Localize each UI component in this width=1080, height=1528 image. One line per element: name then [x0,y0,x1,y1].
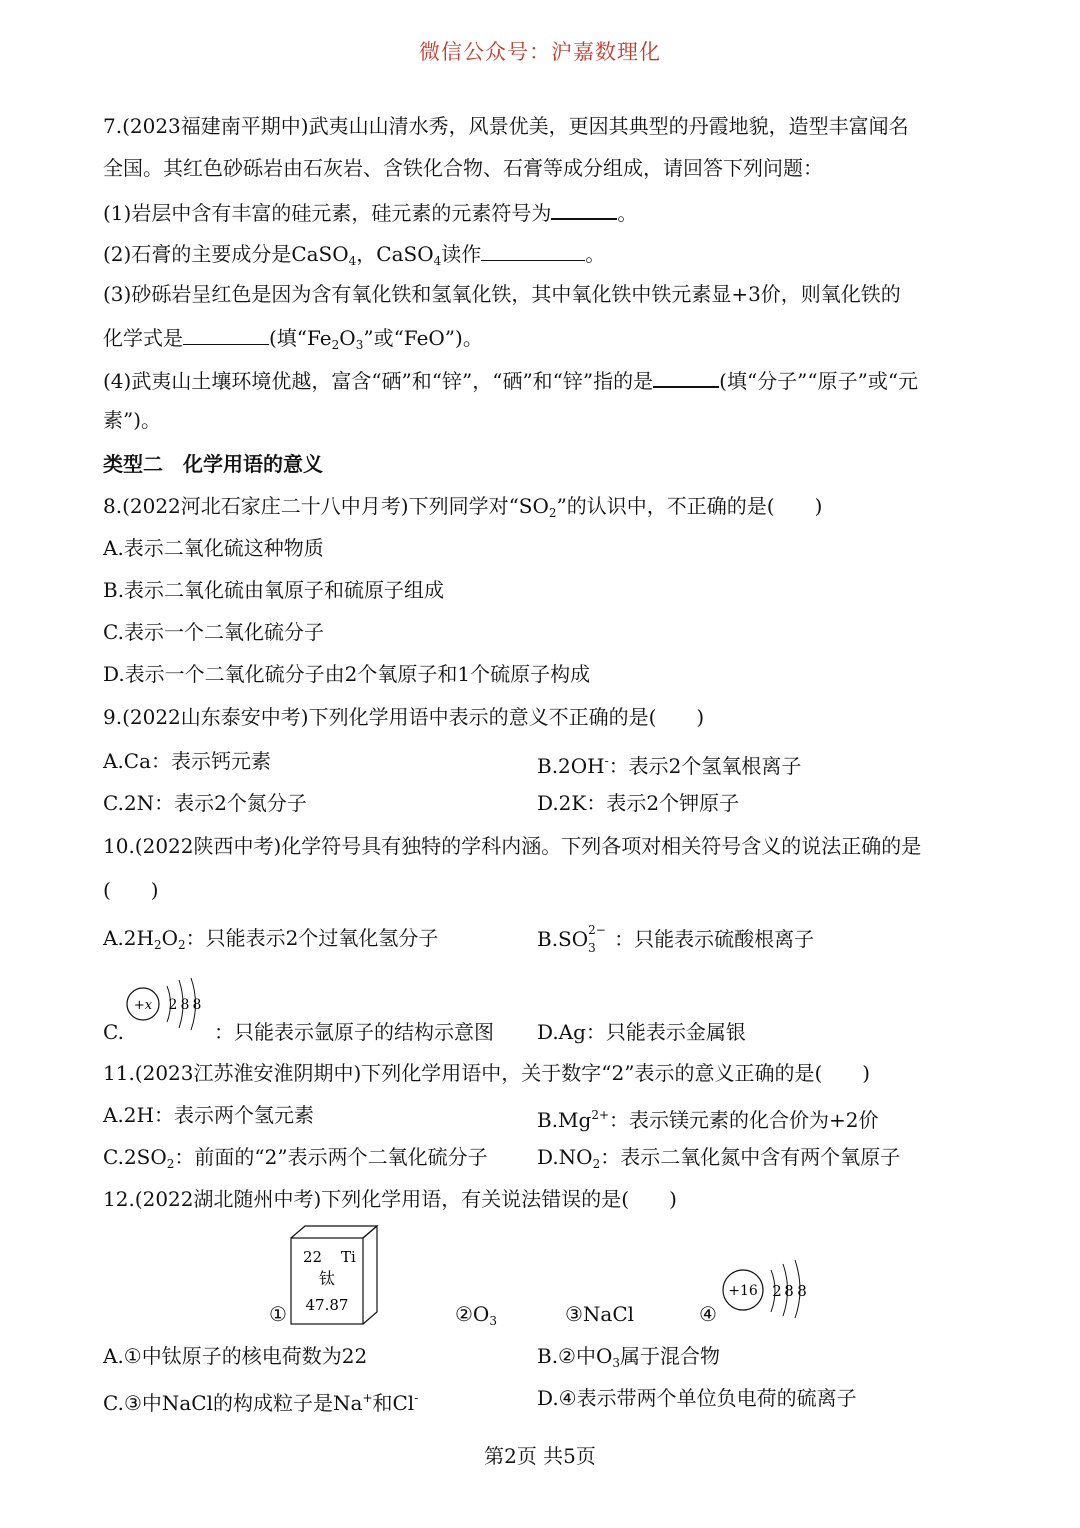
q9-option-b[interactable] [537,747,801,780]
q12-option-b[interactable] [537,1342,720,1377]
shell-count: 8 [192,997,202,1013]
shell-count: 2 [168,997,178,1013]
subscript: 2 [153,938,162,952]
q12-figure-1-label: ① [269,1302,287,1326]
q11-option-a[interactable]: A.2H：表示两个氢元素 [103,1103,314,1127]
q7-part4-text: (4)武夷山土壤环境优越，富含“硒”和“锌”，“硒”和“锌”指的是 [103,369,654,393]
subscript: 2 [592,1157,601,1171]
subscript: 3 [588,941,596,955]
q8-option-c[interactable]: C.表示一个二氧化硫分子 [103,620,324,644]
q10-option-c-label: C. [103,1020,124,1044]
q9-option-b-text: ：表示2个氢氧根离子 [608,754,802,778]
q7-part3-text: (填“Fe [269,326,332,350]
cell-top [291,1226,377,1238]
q12-option-a[interactable]: A.①中钛原子的核电荷数为22 [103,1344,368,1368]
q12-option-c-text: 和Cl [372,1391,415,1415]
q10-option-b[interactable] [537,924,814,953]
q8-stem-text: 8.(2022河北石家庄二十八中月考)下列同学对“SO [103,494,549,518]
q7-part2-text: 读作 [441,242,482,266]
sulfite-charge [588,923,614,955]
superscript: + [362,1391,373,1405]
q7-part4-answer-blank[interactable] [653,364,719,388]
q7-part2-text: (2)石膏的主要成分是CaSO [103,242,349,266]
q8-stem [103,492,822,527]
q12-option-d[interactable]: D.④表示带两个单位负电荷的硫离子 [537,1386,857,1410]
subscript: 2 [166,1157,175,1171]
q12-figure-4-label: ④ [699,1302,717,1326]
q7-part3-text: ”或“FeO”)。 [363,326,483,350]
q7-part3-text: 化学式是 [103,326,183,350]
q8-option-b[interactable]: B.表示二氧化硫由氧原子和硫原子组成 [103,578,445,602]
q11-option-b[interactable] [537,1101,879,1134]
q12-option-b-text: B.②中O [537,1344,613,1368]
q10-option-a-text: A.2H [103,926,154,950]
q7-part4-text: (填“分子”“原子”或“元 [719,369,919,393]
cell-side [363,1226,377,1324]
subscript: 2 [178,938,186,952]
q12-option-b-text: 属于混合物 [620,1344,721,1368]
q7-part3-line2 [103,322,483,359]
superscript: 2+ [591,1108,610,1122]
q12-figure-3: ③NaCl [565,1302,635,1326]
shell-count: 8 [784,1282,794,1300]
page-header: 微信公众号：沪嘉数理化 [419,40,661,64]
q7-part3-line1: (3)砂砾岩呈红色是因为含有氧化铁和氢氧化铁，其中氧化铁中铁元素显+3价，则氧化铁的 [103,282,901,306]
q7-part4-line2: 素”)。 [103,408,162,432]
element-symbol: Ti [341,1248,356,1266]
atomic-number: 22 [303,1248,323,1266]
q8-option-a[interactable]: A.表示二氧化硫这种物质 [103,536,324,560]
q11-option-c-text: ：前面的“2”表示两个二氧化硫分子 [174,1145,488,1169]
q10-stem-line1: 10.(2022陕西中考)化学符号具有独特的学科内涵。下列各项对相关符号含义的说法正确的是 [103,834,922,858]
q7-part2-text: ，CaSO [356,242,434,266]
superscript: 2− [588,923,606,937]
q7-part2-answer-blank[interactable] [481,238,585,261]
q10-option-c-text: ：只能表示氩原子的结构示意图 [213,1020,494,1044]
q7-part1-answer-blank[interactable] [551,196,617,220]
element-name: 钛 [318,1269,336,1288]
superscript: - [604,754,609,768]
q7-part1-end: 。 [617,201,638,225]
q11-option-d[interactable] [537,1143,900,1178]
atomic-mass: 47.87 [305,1296,349,1314]
nucleus-charge: +16 [728,1283,758,1299]
q7-part3-text: O [339,326,356,350]
q12-figure-2-text: ②O [455,1302,490,1326]
q11-stem: 11.(2023江苏淮安淮阴期中)下列化学用语中，关于数字“2”表示的意义正确的是( ) [103,1061,871,1085]
q9-option-a[interactable]: A.Ca：表示钙元素 [103,749,272,773]
q7-part2 [103,238,605,275]
q10-option-a-text: ：只能表示2个过氧化氢分子 [185,926,439,950]
nucleus-charge: +x [133,998,153,1013]
subscript: 3 [612,1356,621,1370]
q10-option-c[interactable] [103,1018,494,1046]
q9-option-d[interactable]: D.2K：表示2个钾原子 [537,791,740,815]
q7-part2-end: 。 [585,242,606,266]
q11-option-b-text: ：表示镁元素的化合价为+2价 [609,1108,879,1132]
q10-option-d[interactable]: D.Ag：只能表示金属银 [537,1020,746,1044]
subscript: 4 [348,254,357,268]
q11-option-c-text: C.2SO [103,1145,167,1169]
q12-figure-2 [455,1300,497,1335]
q10-option-b-text: ：只能表示硫酸根离子 [614,927,815,951]
q8-option-d[interactable]: D.表示一个二氧化硫分子由2个氧原子和1个硫原子构成 [103,662,591,686]
shell-count: 8 [797,1282,807,1300]
q12-option-c-text: C.③中NaCl的构成粒子是Na [103,1391,363,1415]
subscript: 2 [548,506,557,520]
q11-option-d-text: ：表示二氧化氮中含有两个氧原子 [600,1145,901,1169]
sulfur-ion-diagram [719,1254,831,1320]
q11-option-c[interactable] [103,1143,488,1178]
subscript: 4 [433,254,442,268]
subscript: 3 [355,338,364,352]
q11-option-b-text: B.Mg [537,1108,592,1132]
q7-stem-line1: 7.(2023福建南平期中)武夷山山清水秀，风景优美，更因其典型的丹霞地貌，造型丰富闻名 [103,114,909,138]
q12-option-c[interactable] [103,1384,418,1417]
q7-part3-answer-blank[interactable] [183,322,269,345]
section-heading: 类型二 化学用语的意义 [103,452,323,476]
q10-option-b-text: B.SO [537,927,589,951]
q9-option-b-text: B.2OH [537,754,605,778]
q10-option-a-text: O [161,926,179,950]
q8-stem-text: ”的认识中，不正确的是( ) [556,494,823,518]
q10-stem-line2: ( ) [103,878,159,902]
q7-stem-line2: 全国。其红色砂砾岩由石灰岩、含铁化合物、石膏等成分组成，请回答下列问题： [103,156,823,180]
q7-part1 [103,196,637,227]
q7-part4-line1 [103,364,918,395]
superscript: - [414,1391,419,1405]
q7-part1-text: (1)岩层中含有丰富的硅元素，硅元素的元素符号为 [103,201,552,225]
page-footer: 第2页 共5页 [484,1444,596,1468]
q10-option-a[interactable] [103,924,438,959]
q11-option-d-text: D.NO [537,1145,593,1169]
q12-stem: 12.(2022湖北随州中考)下列化学用语，有关说法错误的是( ) [103,1187,677,1211]
q9-stem: 9.(2022山东泰安中考)下列化学用语中表示的意义不正确的是( ) [103,705,705,729]
subscript: 3 [489,1314,497,1328]
shell-count: 2 [772,1282,782,1300]
shell-count: 8 [180,997,190,1013]
q9-option-c[interactable]: C.2N：表示2个氮分子 [103,791,307,815]
periodic-cell-diagram [289,1224,381,1328]
subscript: 2 [331,338,340,352]
